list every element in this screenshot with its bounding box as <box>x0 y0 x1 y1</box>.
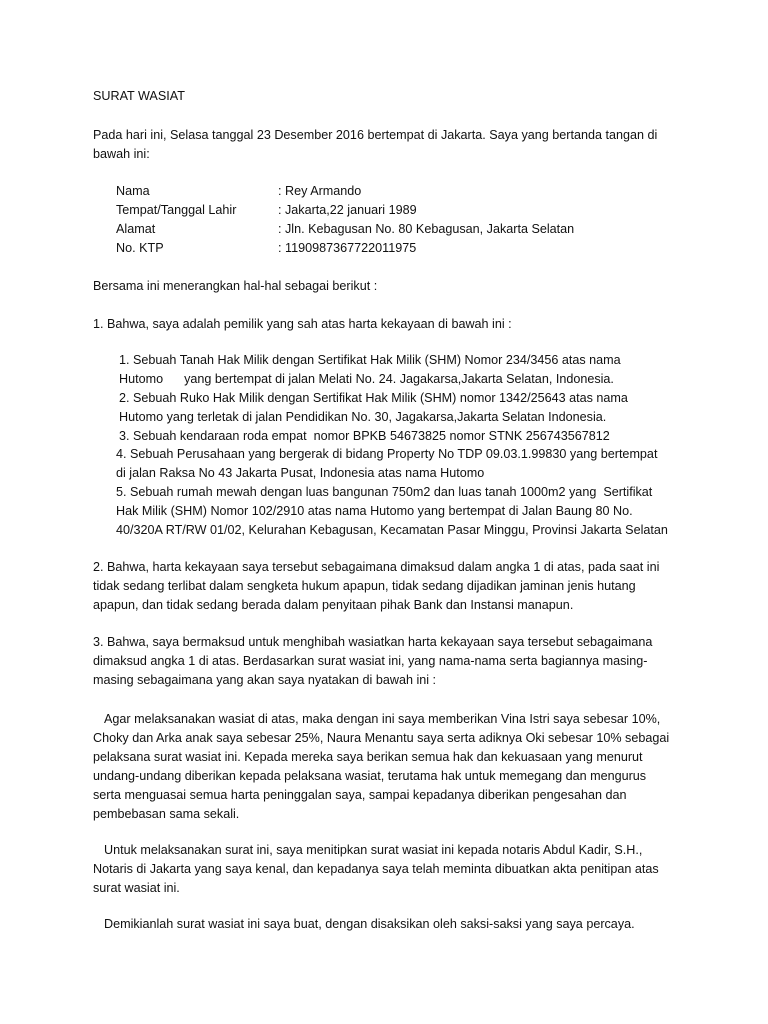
execution-paragraph-line: Agar melaksanakan wasiat di atas, maka dengan ini saya memberikan Vina Istri saya sebesar 10%, <box>104 712 661 726</box>
asset-line: Hutomo yang terletak di jalan Pendidikan No. 30, Jagakarsa,Jakarta Selatan Indonesia. <box>119 410 607 424</box>
execution-paragraph-line: pelaksana surat wasiat ini. Kepada mereka saya berikan semua hak dan kekuasaan yang menurut <box>93 750 643 764</box>
intro-line: bawah ini: <box>93 147 150 161</box>
identity-label-ktp: No. KTP <box>116 241 164 255</box>
notary-paragraph-line: Untuk melaksanakan surat ini, saya menitipkan surat wasiat ini kepada notaris Abdul Kadir, S.H., <box>104 843 643 857</box>
asset-line: Hak Milik (SHM) Nomor 102/2910 atas nama Hutomo yang bertempat di Jalan Baung 80 No. <box>116 504 633 518</box>
notary-paragraph-line: Notaris di Jakarta yang saya kenal, dan kepadanya saya telah meminta dibuatkan akta penitipan atas <box>93 862 659 876</box>
asset-line: Hutomo yang bertempat di jalan Melati No. 24. Jagakarsa,Jakarta Selatan, Indonesia. <box>119 372 614 386</box>
asset-line: 5. Sebuah rumah mewah dengan luas bangunan 750m2 dan luas tanah 1000m2 yang Sertifikat <box>116 485 653 499</box>
identity-value-address: : Jln. Kebagusan No. 80 Kebagusan, Jakarta Selatan <box>278 222 575 236</box>
closing-line: Demikianlah surat wasiat ini saya buat, dengan disaksikan oleh saksi-saksi yang saya percaya. <box>104 917 635 931</box>
identity-value-name: : Rey Armando <box>278 184 362 198</box>
execution-paragraph-line: serta menguasai semua harta peninggalan saya, sampai kepadanya diberikan pengesahan dan <box>93 788 627 802</box>
identity-value-birth: : Jakarta,22 januari 1989 <box>278 203 417 217</box>
point-1: 1. Bahwa, saya adalah pemilik yang sah atas harta kekayaan di bawah ini : <box>93 317 512 331</box>
point-3-line: 3. Bahwa, saya bermaksud untuk menghibah wasiatkan harta kekayaan saya tersebut sebagaimana <box>93 635 653 649</box>
intro-line: Pada hari ini, Selasa tanggal 23 Desember 2016 bertempat di Jakarta. Saya yang bertanda tangan di <box>93 128 658 142</box>
point-2-line: 2. Bahwa, harta kekayaan saya tersebut sebagaimana dimaksud dalam angka 1 di atas, pada saat ini <box>93 560 660 574</box>
point-2-line: tidak sedang terlibat dalam sengketa hukum apapun, tidak sedang dijadikan jaminan jenis hutang <box>93 579 636 593</box>
asset-line: 2. Sebuah Ruko Hak Milik dengan Sertifikat Hak Milik (SHM) nomor 1342/25643 atas nama <box>119 391 628 405</box>
point-3-line: masing sebagaimana yang akan saya nyatakan di bawah ini : <box>93 673 437 687</box>
statement-line: Bersama ini menerangkan hal-hal sebagai berikut : <box>93 279 378 293</box>
execution-paragraph-line: pembebasan sama sekali. <box>93 807 240 821</box>
identity-label-name: Nama <box>116 184 150 198</box>
execution-paragraph-line: Choky dan Arka anak saya sebesar 25%, Naura Menantu saya serta adiknya Oki sebesar 10% sebagai <box>93 731 670 745</box>
point-2-line: apapun, dan tidak sedang berada dalam penyitaan pihak Bank dan Instansi manapun. <box>93 598 574 612</box>
identity-label-birth: Tempat/Tanggal Lahir <box>116 203 237 217</box>
asset-line: di jalan Raksa No 43 Jakarta Pusat, Indonesia atas nama Hutomo <box>116 466 485 480</box>
execution-paragraph-line: undang-undang diberikan kepada pelaksana wasiat, terutama hak untuk memegang dan mengurus <box>93 769 647 783</box>
asset-line: 4. Sebuah Perusahaan yang bergerak di bidang Property No TDP 09.03.1.99830 yang bertempat <box>116 447 658 461</box>
asset-line: 40/320A RT/RW 01/02, Kelurahan Kebagusan, Kecamatan Pasar Minggu, Provinsi Jakarta Selatan <box>116 523 668 537</box>
asset-line: 3. Sebuah kendaraan roda empat nomor BPKB 54673825 nomor STNK 256743567812 <box>119 429 610 443</box>
identity-label-address: Alamat <box>116 222 156 236</box>
document-title: SURAT WASIAT <box>93 89 185 103</box>
point-3-line: dimaksud angka 1 di atas. Berdasarkan surat wasiat ini, yang nama-nama serta bagiannya masing- <box>93 654 648 668</box>
asset-line: 1. Sebuah Tanah Hak Milik dengan Sertifikat Hak Milik (SHM) Nomor 234/3456 atas nama <box>119 353 621 367</box>
notary-paragraph-line: surat wasiat ini. <box>93 881 180 895</box>
identity-value-ktp: : 1190987367722011975 <box>278 241 417 255</box>
